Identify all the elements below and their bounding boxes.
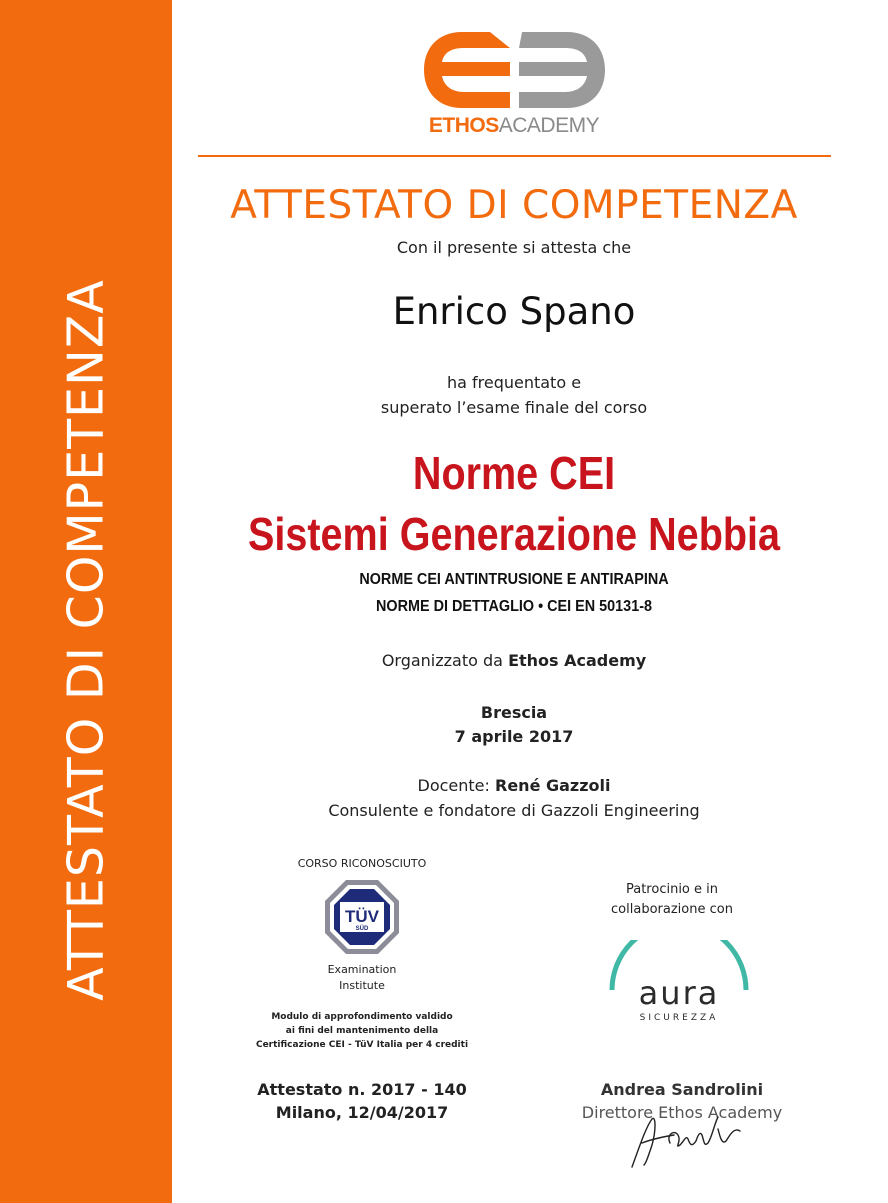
teacher-role: Consulente e fondatore di Gazzoli Engineering [328,801,700,820]
intro-text: Con il presente si attesta che [396,238,632,257]
course-subtitle-line-1: NORME CEI ANTINTRUSIONE E ANTIRAPINA [359,571,669,588]
certificate-reference [232,1078,492,1124]
tuv-note-line-2: ai fini del mantenimento della [285,1026,439,1036]
teacher-prefix: Docente: [417,776,490,795]
event-city: Brescia [480,703,548,722]
certificate-number: Attestato n. 2017 - 140 [257,1080,467,1099]
organizer-name: Ethos Academy [508,651,647,670]
handwritten-signature [622,1105,752,1175]
aura-logo-word: aura [638,974,720,1012]
tuv-logo-text: TÜV [345,907,379,926]
certificate-title: ATTESTATO DI COMPETENZA [230,183,798,228]
signatory-name: Andrea Sandrolini [600,1080,764,1099]
certificate-body [172,0,888,1203]
tuv-caption [252,962,472,994]
attendance-line-2: superato l’esame finale del corso [380,398,648,417]
event-date: 7 aprile 2017 [454,727,574,746]
issue-place-date: Milano, 12/04/2017 [275,1103,449,1122]
course-title-line-2: Sistemi Generazione Nebbia [247,508,781,560]
signatory-role: Direttore Ethos Academy [581,1103,783,1122]
tuv-block [252,857,472,994]
course-subtitle-line-2: NORME DI DETTAGLIO • CEI EN 50131-8 [375,598,653,615]
tuv-note-line-3: Certificazione CEI - TüV Italia per 4 crediti [255,1040,469,1050]
tuv-label: CORSO RICONOSCIUTO [297,857,427,870]
tuv-note [232,1010,492,1052]
sidebar-band [0,0,172,1203]
teacher-name: René Gazzoli [495,776,611,795]
vertical-title: ATTESTATO DI COMPETENZA [57,279,115,1001]
tuv-caption-line-2: Institute [339,979,385,992]
tuv-logo-icon [323,878,401,956]
patronage-line-1: Patrocinio e in [625,882,718,897]
logo-wordmark [172,114,856,138]
course-title-line-1: Norme CEI [412,447,616,499]
tuv-logo-sub: SÜD [355,926,369,932]
patronage-text [582,880,762,920]
aura-logo-icon [604,940,754,1025]
tuv-note-line-1: Modulo di approfondimento valdido [271,1012,453,1022]
logo-word-ethos: ETHOS [428,114,499,137]
attendance-text [172,370,856,420]
organizer-prefix: Organizzato da [381,651,503,670]
logo-word-academy: ACADEMY [498,114,600,137]
patronage-line-2: collaborazione con [611,902,733,917]
aura-logo-sub: SICUREZZA [639,1013,719,1023]
teacher-line [172,776,856,795]
attendance-line-1: ha frequentato e [446,373,582,392]
header-divider [198,155,831,157]
recipient-name: Enrico Spano [392,290,636,333]
tuv-caption-line-1: Examination [327,963,397,976]
organizer-line [172,651,856,670]
